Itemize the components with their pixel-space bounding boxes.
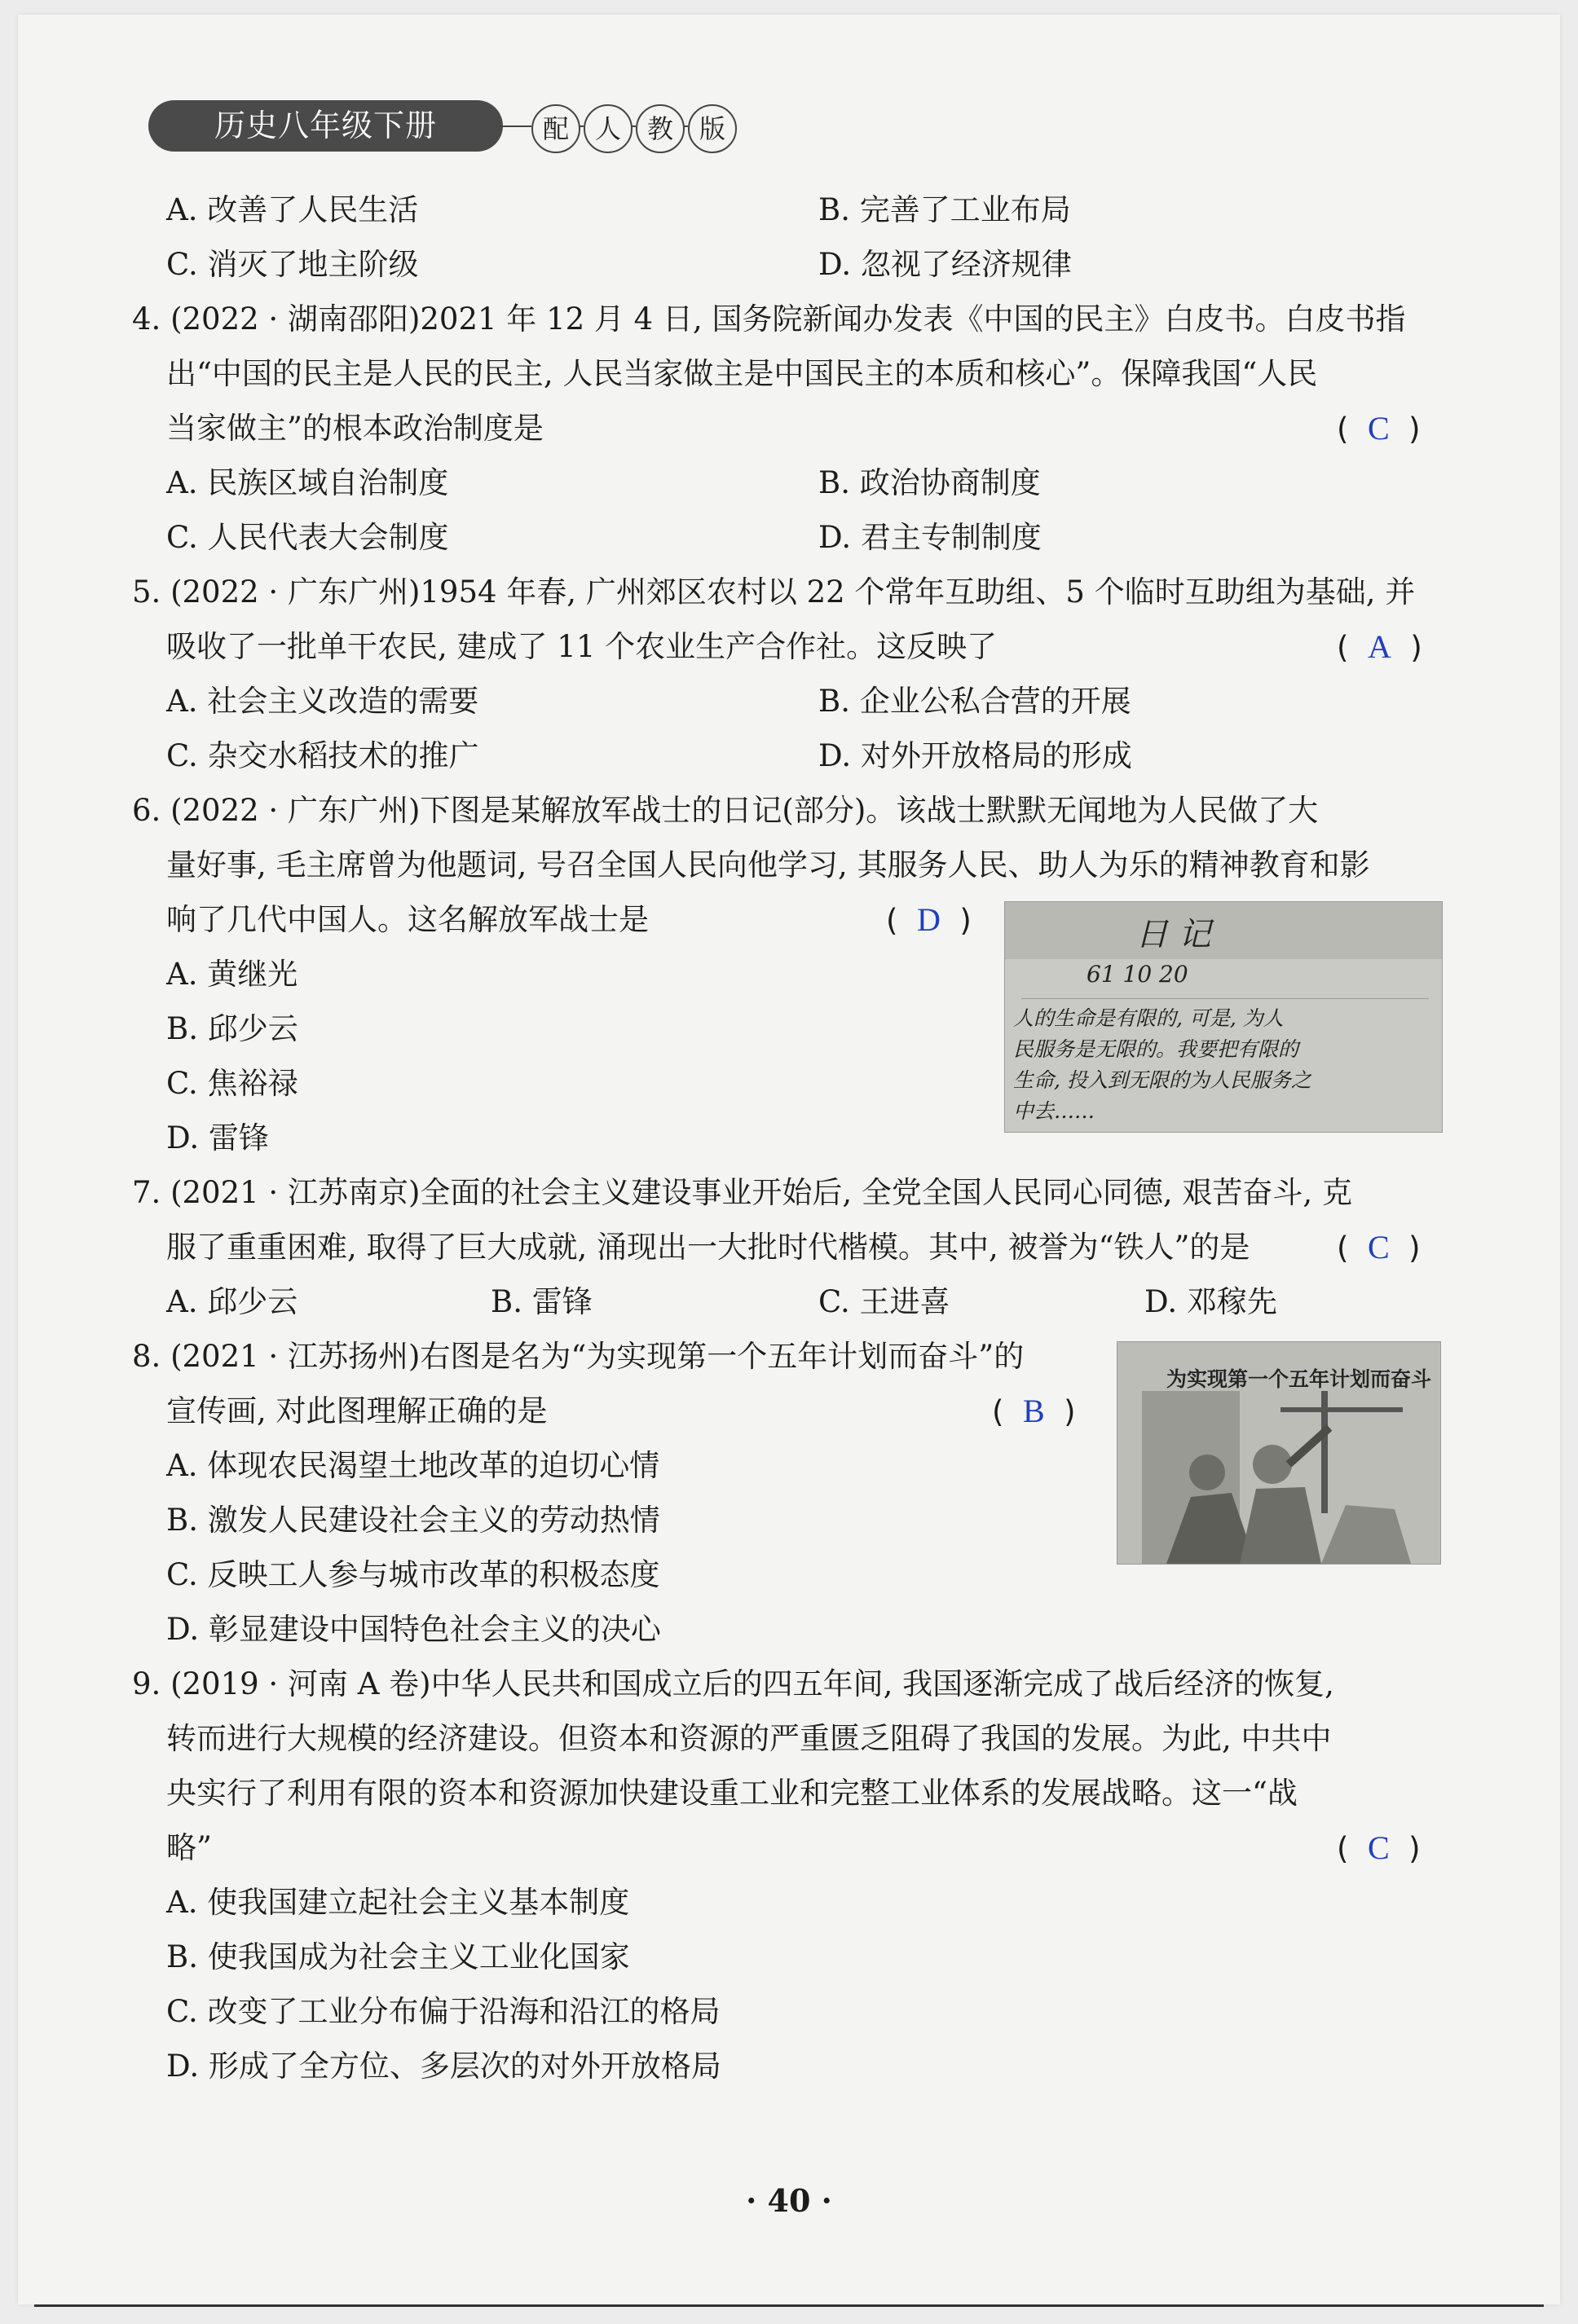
option-d: D. 雷锋 bbox=[166, 1120, 269, 1155]
question-text: 当家做主”的根本政治制度是 bbox=[166, 411, 544, 446]
option-c: C. 消灭了地主阶级 bbox=[166, 247, 419, 282]
answer-letter: D bbox=[916, 901, 941, 938]
diary-line: 生命, 投入到无限的为人民服务之 bbox=[1013, 1068, 1311, 1092]
answer-letter: C bbox=[1367, 1229, 1390, 1265]
option-c: C. 王进喜 bbox=[818, 1284, 950, 1319]
option-d: D. 君主专制制度 bbox=[818, 520, 1042, 555]
option-a: A. 邱少云 bbox=[166, 1284, 298, 1319]
answer-letter: B bbox=[1022, 1393, 1045, 1429]
answer-bracket: ( A ) bbox=[1337, 628, 1422, 665]
option-c: C. 焦裕禄 bbox=[166, 1066, 298, 1101]
question-text: 出“中国的民主是人民的民主, 人民当家做主是中国民主的本质和核心”。保障我国“人民 bbox=[166, 356, 1318, 391]
option-a: A. 黄继光 bbox=[166, 957, 298, 992]
question-text: 宣传画, 对此图理解正确的是 bbox=[166, 1393, 548, 1428]
page-number: · 40 · bbox=[746, 2182, 832, 2219]
question-text: 4. (2022 · 湖南邵阳)2021 年 12 月 4 日, 国务院新闻办发表《中国的民主》白皮书。白皮书指 bbox=[132, 302, 1406, 337]
question-text: 央实行了利用有限的资本和资源加快建设重工业和完整工业体系的发展战略。这一“战 bbox=[166, 1776, 1298, 1811]
answer-letter: A bbox=[1367, 628, 1391, 665]
question-text: 6. (2022 · 广东广州)下图是某解放军战士的日记(部分)。该战士默默无闻地为人民做了大 bbox=[132, 793, 1319, 828]
question-text: 转而进行大规模的经济建设。但资本和资源的严重匮乏阻碍了我国的发展。为此, 中共中 bbox=[166, 1721, 1332, 1756]
answer-bracket: ( B ) bbox=[992, 1393, 1076, 1429]
option-a: A. 使我国建立起社会主义基本制度 bbox=[166, 1885, 630, 1920]
question-text: 吸收了一批单干农民, 建成了 11 个农业生产合作社。这反映了 bbox=[166, 629, 998, 664]
option-b: B. 完善了工业布局 bbox=[818, 192, 1071, 227]
answer-letter: C bbox=[1367, 410, 1390, 447]
question-text: 服了重重困难, 取得了巨大成就, 涌现出一大批时代楷模。其中, 被誉为“铁人”的是 bbox=[166, 1230, 1250, 1265]
option-a: A. 社会主义改造的需要 bbox=[166, 684, 479, 719]
edition-char: 人 bbox=[584, 104, 633, 153]
option-c: C. 反映工人参与城市改革的积极态度 bbox=[166, 1557, 660, 1592]
option-d: D. 形成了全方位、多层次的对外开放格局 bbox=[166, 2049, 721, 2084]
question-text: 5. (2022 · 广东广州)1954 年春, 广州郊区农村以 22 个常年互助组、5 个临时互助组为基础, 并 bbox=[132, 574, 1416, 610]
option-d: D. 忽视了经济规律 bbox=[818, 247, 1072, 282]
option-b: B. 激发人民建设社会主义的劳动热情 bbox=[166, 1503, 660, 1538]
question-text: 9. (2019 · 河南 A 卷)中华人民共和国成立后的四五年间, 我国逐渐完成了战后经济的恢复, bbox=[132, 1666, 1334, 1701]
answer-letter: C bbox=[1367, 1829, 1390, 1866]
option-c: C. 杂交水稻技术的推广 bbox=[166, 738, 479, 773]
diary-header-band bbox=[1005, 902, 1442, 959]
book-title-badge: 历史八年级下册 bbox=[148, 100, 503, 152]
diary-image bbox=[1004, 901, 1443, 1133]
diary-line: 人的生命是有限的, 可是, 为人 bbox=[1013, 1006, 1284, 1030]
workbook-page bbox=[18, 15, 1560, 2304]
option-b: B. 使我国成为社会主义工业化国家 bbox=[166, 1939, 630, 1974]
question-text: 略” bbox=[166, 1830, 212, 1865]
edition-char: 版 bbox=[688, 104, 737, 153]
diary-date: 61 10 20 bbox=[1087, 961, 1188, 988]
answer-bracket: ( C ) bbox=[1337, 410, 1421, 447]
option-d: D. 彰显建设中国特色社会主义的决心 bbox=[166, 1612, 661, 1647]
diary-rule bbox=[1021, 998, 1429, 999]
bottom-rule bbox=[34, 2304, 1544, 2307]
option-c: C. 改变了工业分布偏于沿海和沿江的格局 bbox=[166, 1994, 721, 2029]
question-text: 8. (2021 · 江苏扬州)右图是名为“为实现第一个五年计划而奋斗”的 bbox=[132, 1339, 1025, 1374]
option-a: A. 改善了人民生活 bbox=[166, 192, 419, 227]
option-b: B. 邱少云 bbox=[166, 1011, 298, 1046]
answer-bracket: ( C ) bbox=[1337, 1229, 1421, 1265]
option-b: B. 政治协商制度 bbox=[818, 465, 1041, 500]
option-a: A. 民族区域自治制度 bbox=[166, 465, 449, 500]
answer-bracket: ( C ) bbox=[1337, 1829, 1421, 1866]
poster-caption: 为实现第一个五年计划而奋斗 bbox=[1166, 1367, 1432, 1391]
option-d: D. 对外开放格局的形成 bbox=[818, 738, 1132, 773]
edition-char: 配 bbox=[531, 104, 580, 153]
question-text: 量好事, 毛主席曾为他题词, 号召全国人民向他学习, 其服务人民、助人为乐的精神教育和影 bbox=[166, 847, 1370, 883]
diary-handwriting bbox=[1013, 1003, 1311, 1127]
question-text: 7. (2021 · 江苏南京)全面的社会主义建设事业开始后, 全党全国人民同心同德, 艰苦奋斗, 克 bbox=[132, 1175, 1352, 1210]
option-a: A. 体现农民渴望土地改革的迫切心情 bbox=[166, 1448, 660, 1483]
option-b: B. 企业公私合营的开展 bbox=[818, 684, 1131, 719]
header-divider bbox=[499, 125, 531, 127]
diary-line: 民服务是无限的。我要把有限的 bbox=[1013, 1037, 1299, 1061]
poster-image bbox=[1117, 1341, 1441, 1565]
diary-title: 日 记 bbox=[1135, 916, 1211, 953]
option-b: B. 雷锋 bbox=[491, 1284, 593, 1319]
option-c: C. 人民代表大会制度 bbox=[166, 520, 449, 555]
option-d: D. 邓稼先 bbox=[1144, 1284, 1277, 1319]
question-text: 响了几代中国人。这名解放军战士是 bbox=[166, 902, 649, 937]
edition-char: 教 bbox=[636, 104, 685, 153]
poster-figures bbox=[1117, 1342, 1440, 1564]
diary-line: 中去…… bbox=[1013, 1099, 1095, 1123]
answer-bracket: ( D ) bbox=[886, 901, 972, 938]
